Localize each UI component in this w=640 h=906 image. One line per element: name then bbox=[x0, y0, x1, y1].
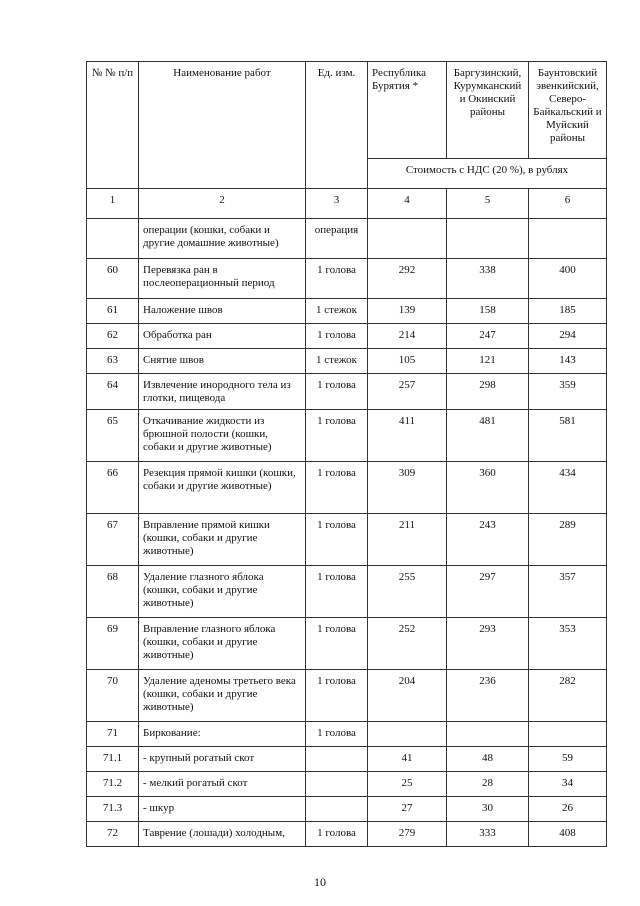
price-barguzin: 236 bbox=[447, 670, 529, 722]
unit bbox=[306, 772, 368, 797]
unit: 1 голова bbox=[306, 670, 368, 722]
price-barguzin: 247 bbox=[447, 324, 529, 349]
work-name: Снятие швов bbox=[139, 349, 306, 374]
table-row bbox=[87, 822, 607, 847]
unit: 1 голова bbox=[306, 618, 368, 670]
index-row bbox=[87, 189, 607, 219]
price-barguzin: 297 bbox=[447, 566, 529, 618]
header-region-bauntov: Баунтовский эвенкийский, Северо-Байкальский и Муйский районы bbox=[529, 62, 607, 159]
price-barguzin: 360 bbox=[447, 462, 529, 514]
price-bauntov: 357 bbox=[529, 566, 607, 618]
price-barguzin: 338 bbox=[447, 259, 529, 299]
price-barguzin: 121 bbox=[447, 349, 529, 374]
price-bauntov: 34 bbox=[529, 772, 607, 797]
price-buryatia: 139 bbox=[368, 299, 447, 324]
price-bauntov: 185 bbox=[529, 299, 607, 324]
unit: 1 голова bbox=[306, 566, 368, 618]
index-cell: 4 bbox=[368, 189, 447, 219]
table-row bbox=[87, 462, 607, 514]
price-buryatia: 41 bbox=[368, 747, 447, 772]
price-barguzin: 48 bbox=[447, 747, 529, 772]
unit: 1 голова bbox=[306, 722, 368, 747]
row-number: 65 bbox=[87, 410, 139, 462]
table-row bbox=[87, 670, 607, 722]
unit: 1 голова bbox=[306, 324, 368, 349]
work-name: Вправление глазного яблока (кошки, собаки и другие животные) bbox=[139, 618, 306, 670]
work-name: Перевязка ран в послеоперационный период bbox=[139, 259, 306, 299]
table-row bbox=[87, 722, 607, 747]
unit: 1 стежок bbox=[306, 349, 368, 374]
price-buryatia: 411 bbox=[368, 410, 447, 462]
cost-note: Стоимость с НДС (20 %), в рублях bbox=[368, 159, 607, 189]
price-buryatia: 252 bbox=[368, 618, 447, 670]
price-barguzin: 30 bbox=[447, 797, 529, 822]
price-barguzin: 481 bbox=[447, 410, 529, 462]
work-name: Удаление глазного яблока (кошки, собаки и другие животные) bbox=[139, 566, 306, 618]
price-bauntov: 282 bbox=[529, 670, 607, 722]
header-row bbox=[87, 62, 607, 159]
row-number: 67 bbox=[87, 514, 139, 566]
index-cell: 5 bbox=[447, 189, 529, 219]
work-name: - шкур bbox=[139, 797, 306, 822]
index-cell: 6 bbox=[529, 189, 607, 219]
price-barguzin bbox=[447, 722, 529, 747]
price-barguzin: 158 bbox=[447, 299, 529, 324]
price-buryatia: 255 bbox=[368, 566, 447, 618]
work-name: Обработка ран bbox=[139, 324, 306, 349]
work-name: Таврение (лошади) холодным, bbox=[139, 822, 306, 847]
unit: 1 голова bbox=[306, 822, 368, 847]
work-name: Откачивание жидкости из брюшной полости (кошки, собаки и другие животные) bbox=[139, 410, 306, 462]
price-bauntov: 359 bbox=[529, 374, 607, 410]
table-row bbox=[87, 747, 607, 772]
work-name: Вправление прямой кишки (кошки, собаки и другие животные) bbox=[139, 514, 306, 566]
table-row bbox=[87, 797, 607, 822]
price-buryatia: 204 bbox=[368, 670, 447, 722]
row-number: 62 bbox=[87, 324, 139, 349]
unit: 1 голова bbox=[306, 462, 368, 514]
table-row bbox=[87, 566, 607, 618]
price-bauntov bbox=[529, 722, 607, 747]
work-name: Биркование: bbox=[139, 722, 306, 747]
price-buryatia: 211 bbox=[368, 514, 447, 566]
index-cell: 1 bbox=[87, 189, 139, 219]
row-number: 60 bbox=[87, 259, 139, 299]
price-buryatia bbox=[368, 219, 447, 259]
row-number: 64 bbox=[87, 374, 139, 410]
header-work-name: Наименование работ bbox=[139, 62, 306, 189]
price-barguzin: 243 bbox=[447, 514, 529, 566]
header-unit: Ед. изм. bbox=[306, 62, 368, 189]
row-number: 68 bbox=[87, 566, 139, 618]
price-barguzin bbox=[447, 219, 529, 259]
price-buryatia bbox=[368, 722, 447, 747]
price-bauntov: 289 bbox=[529, 514, 607, 566]
row-number: 71 bbox=[87, 722, 139, 747]
index-cell: 3 bbox=[306, 189, 368, 219]
table-row bbox=[87, 410, 607, 462]
row-number: 70 bbox=[87, 670, 139, 722]
work-name: - крупный рогатый скот bbox=[139, 747, 306, 772]
price-buryatia: 27 bbox=[368, 797, 447, 822]
price-buryatia: 279 bbox=[368, 822, 447, 847]
price-buryatia: 257 bbox=[368, 374, 447, 410]
unit: 1 голова bbox=[306, 374, 368, 410]
price-bauntov: 294 bbox=[529, 324, 607, 349]
row-number: 71.1 bbox=[87, 747, 139, 772]
price-buryatia: 309 bbox=[368, 462, 447, 514]
table-row bbox=[87, 349, 607, 374]
unit bbox=[306, 747, 368, 772]
table-row bbox=[87, 618, 607, 670]
table-row bbox=[87, 219, 607, 259]
row-number: 71.2 bbox=[87, 772, 139, 797]
unit: 1 голова bbox=[306, 514, 368, 566]
price-bauntov: 400 bbox=[529, 259, 607, 299]
price-barguzin: 293 bbox=[447, 618, 529, 670]
price-bauntov: 143 bbox=[529, 349, 607, 374]
row-number: 71.3 bbox=[87, 797, 139, 822]
price-barguzin: 28 bbox=[447, 772, 529, 797]
row-number: 66 bbox=[87, 462, 139, 514]
unit: 1 стежок bbox=[306, 299, 368, 324]
row-number: 72 bbox=[87, 822, 139, 847]
row-number: 61 bbox=[87, 299, 139, 324]
price-buryatia: 105 bbox=[368, 349, 447, 374]
unit: 1 голова bbox=[306, 410, 368, 462]
price-bauntov bbox=[529, 219, 607, 259]
work-name: Резекция прямой кишки (кошки, собаки и другие животные) bbox=[139, 462, 306, 514]
header-number: № № п/п bbox=[87, 62, 139, 189]
index-cell: 2 bbox=[139, 189, 306, 219]
price-buryatia: 25 bbox=[368, 772, 447, 797]
table-row bbox=[87, 324, 607, 349]
work-name: операции (кошки, собаки и другие домашние животные) bbox=[139, 219, 306, 259]
price-bauntov: 581 bbox=[529, 410, 607, 462]
price-buryatia: 214 bbox=[368, 324, 447, 349]
table-row bbox=[87, 259, 607, 299]
price-bauntov: 434 bbox=[529, 462, 607, 514]
price-table bbox=[86, 61, 607, 847]
row-number: 69 bbox=[87, 618, 139, 670]
work-name: Извлечение инородного тела из глотки, пищевода bbox=[139, 374, 306, 410]
price-bauntov: 408 bbox=[529, 822, 607, 847]
work-name: - мелкий рогатый скот bbox=[139, 772, 306, 797]
page-number: 10 bbox=[314, 875, 326, 889]
work-name: Удаление аденомы третьего века (кошки, собаки и другие животные) bbox=[139, 670, 306, 722]
price-barguzin: 298 bbox=[447, 374, 529, 410]
price-bauntov: 26 bbox=[529, 797, 607, 822]
row-number bbox=[87, 219, 139, 259]
price-barguzin: 333 bbox=[447, 822, 529, 847]
unit: операция bbox=[306, 219, 368, 259]
table-row bbox=[87, 772, 607, 797]
unit: 1 голова bbox=[306, 259, 368, 299]
price-bauntov: 59 bbox=[529, 747, 607, 772]
unit bbox=[306, 797, 368, 822]
table-row bbox=[87, 299, 607, 324]
table-row bbox=[87, 514, 607, 566]
price-buryatia: 292 bbox=[368, 259, 447, 299]
table-row bbox=[87, 374, 607, 410]
header-region-barguzin: Баргузинский, Курумканский и Окинский районы bbox=[447, 62, 529, 159]
work-name: Наложение швов bbox=[139, 299, 306, 324]
header-region-buryatia: Республика Бурятия * bbox=[368, 62, 447, 159]
row-number: 63 bbox=[87, 349, 139, 374]
price-bauntov: 353 bbox=[529, 618, 607, 670]
